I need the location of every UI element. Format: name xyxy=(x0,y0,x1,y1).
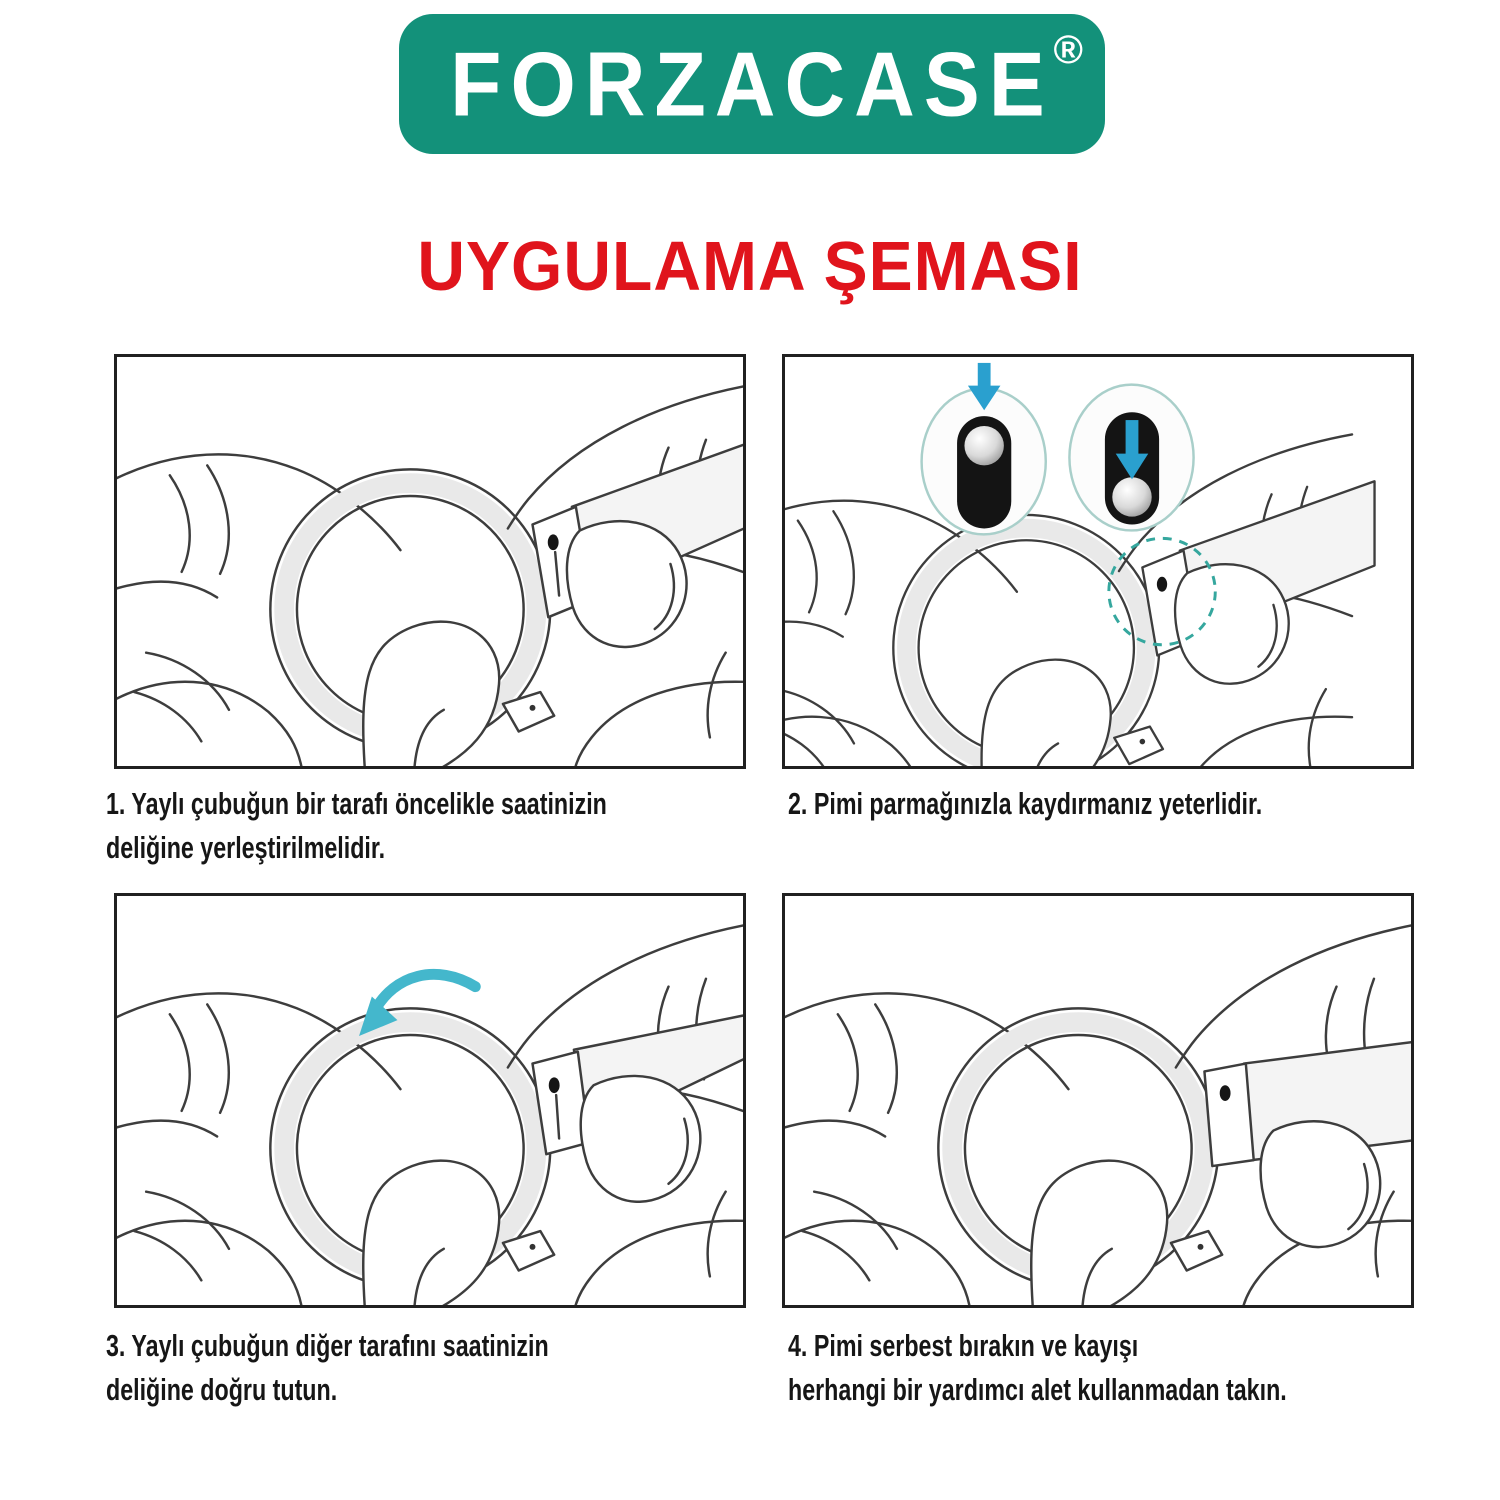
strap-adapter-drawing xyxy=(1204,1064,1253,1166)
step-3-panel xyxy=(114,893,746,1308)
step-1-illustration xyxy=(117,357,743,766)
right-thumb-drawing xyxy=(1175,564,1289,684)
spring-bar-pin-icon xyxy=(1220,1085,1231,1101)
step-3-caption xyxy=(106,1324,696,1412)
step-2-caption xyxy=(788,782,1420,826)
hand-holding-watch-drawing xyxy=(117,454,554,766)
step-1-caption xyxy=(106,782,774,870)
step-4-caption xyxy=(788,1324,1453,1412)
step-4-illustration xyxy=(785,896,1411,1305)
hand-holding-watch-drawing xyxy=(117,993,554,1305)
caption-line: deliğine doğru tutun. xyxy=(106,1372,338,1407)
pin-slider-pressed-icon xyxy=(1069,385,1193,531)
spring-bar-pin-icon xyxy=(549,1077,560,1093)
spring-bar-pin-icon xyxy=(548,534,559,550)
spring-bar-pin-icon xyxy=(1157,577,1167,592)
step-2-panel xyxy=(782,354,1414,769)
brand-logo xyxy=(399,14,1105,154)
hand-holding-watch-drawing xyxy=(785,501,1163,766)
step-2-illustration xyxy=(785,357,1411,766)
step-3-illustration xyxy=(117,896,743,1305)
right-thumb-drawing xyxy=(1261,1121,1381,1247)
right-thumb-drawing xyxy=(567,521,687,647)
step-4-panel xyxy=(782,893,1414,1308)
step-1-panel xyxy=(114,354,746,769)
caption-line: 4. Pimi serbest bırakın ve kayışı xyxy=(788,1328,1139,1363)
hand-holding-watch-drawing xyxy=(785,993,1222,1305)
page-title: UYGULAMA ŞEMASI xyxy=(417,227,1083,305)
caption-line: 3. Yaylı çubuğun diğer tarafını saatinizin xyxy=(106,1328,549,1363)
right-thumb-drawing xyxy=(581,1076,701,1202)
caption-line: 2. Pimi parmağınızla kaydırmanız yeterlidir. xyxy=(788,786,1263,821)
pin-slider-released-icon xyxy=(922,363,1046,534)
caption-line: 1. Yaylı çubuğun bir tarafı öncelikle saatinizin xyxy=(106,786,607,821)
brand-logo-text: FORZACASE xyxy=(450,33,1054,135)
registered-trademark-icon: ® xyxy=(1053,28,1083,72)
caption-line: herhangi bir yardımcı alet kullanmadan takın. xyxy=(788,1372,1287,1407)
caption-line: deliğine yerleştirilmelidir. xyxy=(106,830,386,865)
